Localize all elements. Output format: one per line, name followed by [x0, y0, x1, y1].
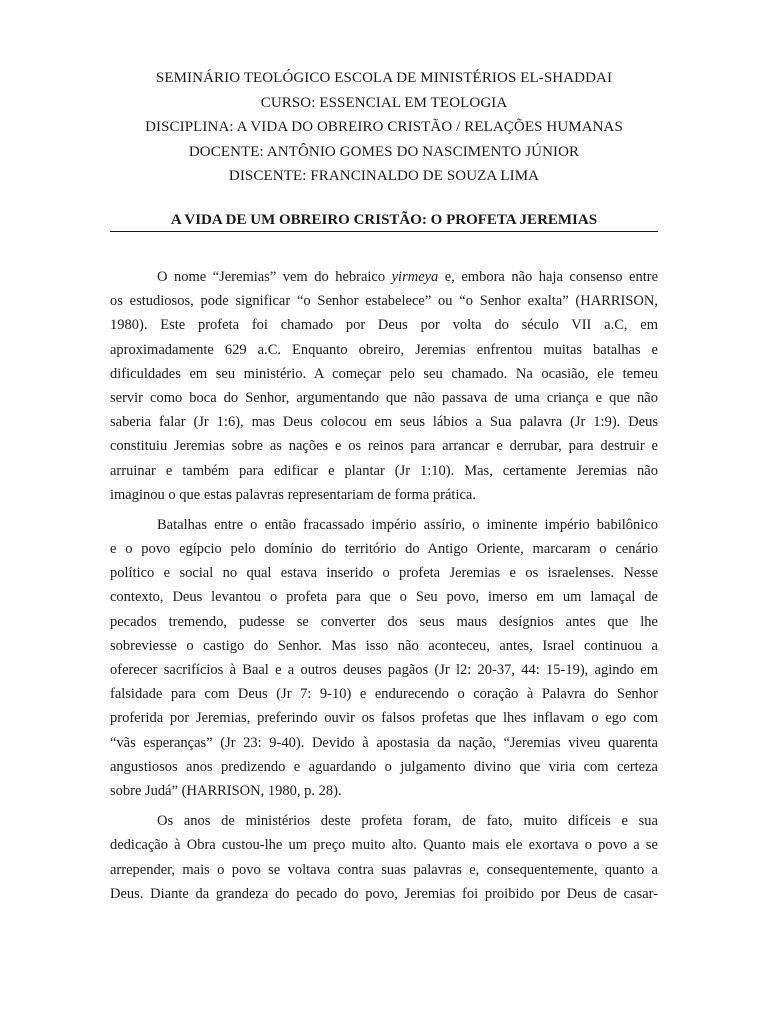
text-line: oferecer sacrifícios à Baal e a outros deuses pagãos (Jr l2: 20-37, 44: 15-19), agindo em	[110, 662, 658, 678]
header-student-line: DISCENTE: FRANCINALDO DE SOUZA LIMA	[228, 168, 540, 184]
text-line: dedicação à Obra custou-lhe um preço muito alto. Quanto mais ele exortava o povo a se	[110, 837, 658, 854]
text-line: constituiu Jeremias sobre as nações e os reinos para arrancar e derrubar, para destruir e	[110, 438, 658, 455]
document-title: A VIDA DE UM OBREIRO CRISTÃO: O PROFETA JEREMIAS	[110, 210, 658, 232]
text-line: político e social no qual estava inserido o profeta Jeremias e os israelenses. Nesse	[110, 565, 658, 582]
text-line: “vãs esperanças” (Jr 23: 9-40). Devido à apostasia da nação, “Jeremias viveu quarenta	[110, 734, 658, 751]
header-seminary-line: SEMINÁRIO TEOLÓGICO ESCOLA DE MINISTÉRIOS EL-SHADDAI	[155, 70, 613, 86]
header-discipline-line: DISCIPLINA: A VIDA DO OBREIRO CRISTÃO / RELAÇÕES HUMANAS	[145, 119, 623, 135]
text-line: e o povo egípcio pelo domínio do território do Antigo Oriente, marcaram o cenário	[110, 541, 658, 558]
text-line: os estudiosos, pode significar “o Senhor estabelece” ou “o Senhor exalta” (HARRISON,	[110, 293, 658, 310]
text-segment: O nome “Jeremias” vem do hebraico	[157, 269, 392, 285]
text-line: Deus. Diante da grandeza do pecado do povo, Jeremias foi proibido por Deus de casar-	[110, 885, 658, 902]
text-line: saberia falar (Jr 1:6), mas Deus colocou em seus lábios a Sua palavra (Jr 1:9). Deus	[110, 414, 658, 431]
text-line: imaginou o que estas palavras representariam de forma prática.	[110, 486, 476, 503]
text-segment: e, embora não haja consenso entre	[438, 269, 659, 285]
text-line: sobre Judá” (HARRISON, 1980, p. 28).	[110, 782, 342, 799]
paragraph-2	[110, 513, 658, 803]
text-line: Batalhas entre o então fracassado império assírio, o iminente império babilônico	[157, 516, 658, 533]
text-line: dificuldades em seu ministério. A começar pelo seu chamado. Na ocasião, ele temeu	[110, 365, 658, 382]
text-line: proferida por Jeremias, preferindo ouvir os falsos profetas que lhes inflavam o ego com	[110, 710, 658, 727]
text-line: Os anos de ministérios deste profeta foram, de fato, muito difíceis e sua	[157, 813, 658, 830]
text-line: pecados tremendo, pudesse se converter dos seus maus desígnios antes que lhe	[110, 613, 658, 630]
text-line: arruinar e também para edificar e plantar (Jr 1:10). Mas, certamente Jeremias não	[110, 462, 658, 479]
paragraph-3	[110, 809, 658, 906]
text-line: arrepender, mais o povo se voltava contra suas palavras e, consequentemente, quanto a	[110, 861, 658, 878]
text-line: angustiosos anos predizendo e aguardando o julgamento divino que viria com certeza	[110, 758, 658, 775]
text-line: 1980). Este profeta foi chamado por Deus por volta do século VII a.C, em	[110, 317, 658, 334]
document-header	[110, 66, 658, 189]
text-line: falsidade para com Deus (Jr 7: 9-10) e endurecendo o coração à Palavra do Senhor	[110, 686, 658, 703]
text-line: servir como boca do Senhor, argumentando que não passava de uma criança e que não	[110, 389, 658, 406]
document-body	[110, 265, 658, 912]
paragraph-1	[110, 265, 658, 507]
header-teacher-line: DOCENTE: ANTÔNIO GOMES DO NASCIMENTO JÚNIOR	[188, 143, 580, 160]
header-course-line: CURSO: ESSENCIAL EM TEOLOGIA	[260, 94, 508, 111]
text-line: contexto, Deus levantou o profeta para que o Seu povo, imerso em um lamaçal de	[110, 589, 658, 606]
text-line: aproximadamente 629 a.C. Enquanto obreiro, Jeremias enfrentou muitas batalhas e	[110, 341, 658, 358]
text-line: sobreviesse o castigo do Senhor. Mas isso não aconteceu, antes, Israel continuou a	[110, 637, 658, 654]
italic-term: yirmeya	[391, 269, 439, 285]
text-line	[110, 265, 658, 289]
